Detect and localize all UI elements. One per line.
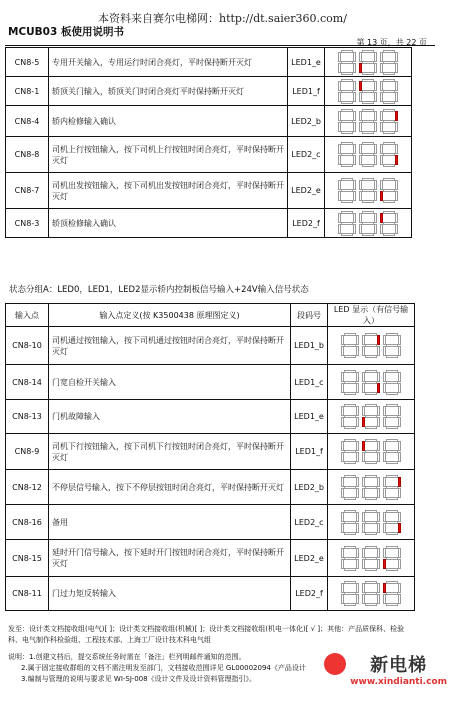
seven-seg-digit [338,79,356,104]
segment-code: LED1_b [291,327,328,365]
table-row [6,209,412,238]
seven-seg-digit [380,142,398,167]
seven-seg-digit [383,439,401,464]
seven-seg-digit [341,333,359,358]
table-row [6,173,412,209]
seven-seg-digit [359,142,377,167]
footer-note-3: 3.编制与管理的说明与要求见 WI-SJ-008《设计文件及设计资料管理指引》。 [21,675,257,683]
led-display [325,137,412,173]
page-info: 第 13 页，共 22 页 [356,38,427,47]
table-row [6,365,415,400]
input-definition: 司机上行按钮输入，按下司机上行按钮时闭合亮灯，平时保持断开灭灯 [49,137,288,173]
header-point: 输入点 [6,304,49,327]
table-row [6,470,415,505]
seven-seg-digit [380,109,398,134]
table-row [6,434,415,470]
led-display [325,173,412,209]
table-row [6,137,412,173]
input-definition: 不停层信号输入，按下不停层按钮时闭合亮灯，平时保持断开灭灯 [49,470,291,505]
input-definition: 门机故障输入 [49,400,291,434]
footer-distribution: 发至：设计类文档接收组(电气)[ ]；设计类文档接收组(机械)[ ]；设计类文档接收组(机电一体化)[ √ ]；其他：产品质保科、检验 [8,625,405,633]
segment-code: LED2_f [291,577,328,611]
seven-seg-digit [341,475,359,500]
input-definition: 门过力矩反转输入 [49,577,291,611]
seven-seg-digit [341,510,359,535]
table-row [6,505,415,540]
segment-code: LED2_b [291,470,328,505]
input-point: CN8-5 [6,48,49,77]
led-display [328,577,415,611]
input-definition: 备用 [49,505,291,540]
input-definition: 轿顶关门输入，轿顶关门时闭合亮灯平时保持断开灭灯 [49,77,288,106]
seven-seg-digit [341,439,359,464]
input-point: CN8-4 [6,106,49,137]
input-definition: 司机下行按钮输入，按下司机下行按钮时闭合亮灯，平时保持断开灭灯 [49,434,291,470]
footer-note-2: 2.属于固定接收群组的文档不需注明发至部门，文档接收范围详见 GL00002094《产品设计 [21,664,306,672]
input-point: CN8-7 [6,173,49,209]
led-display [328,365,415,400]
table-row [6,327,415,365]
seven-seg-digit [362,510,380,535]
segment-code: LED2_c [288,137,325,173]
table-row [6,48,412,77]
seven-seg-digit [362,370,380,395]
header-led: LED 显示（有信号输入） [328,304,415,327]
segment-code: LED2_e [288,173,325,209]
segment-code: LED1_c [291,365,328,400]
table-row [6,540,415,577]
led-display [328,540,415,577]
seven-seg-digit [341,370,359,395]
segment-code: LED2_b [288,106,325,137]
segment-code: LED2_f [288,209,325,238]
led-display [328,434,415,470]
seven-seg-digit [362,404,380,429]
watermark [350,651,447,687]
seven-seg-digit [383,370,401,395]
seven-seg-digit [383,475,401,500]
segment-code: LED1_e [291,400,328,434]
seven-seg-digit [338,211,356,236]
seven-seg-digit [362,546,380,571]
seven-seg-digit [359,50,377,75]
footer-note-1: 说明：1.创建文档后，提交系统任务时需在「备注」栏列明邮件通知的范围。 [8,653,246,661]
led-display [325,209,412,238]
table-row [6,400,415,434]
table-row [6,106,412,137]
seven-seg-digit [380,79,398,104]
table-row [6,577,415,611]
header-rule [5,45,435,46]
seven-seg-digit [380,211,398,236]
document-title: MCUB03 板使用说明书 [8,26,124,38]
seven-seg-digit [338,142,356,167]
footer-distribution-2: 科、电气制作科检验组、工程技术部、上海工厂设计技术科电气组 [8,636,211,644]
seven-seg-digit [362,439,380,464]
input-definition: 专用开关输入，专用运行时闭合亮灯，平时保持断开灭灯 [49,48,288,77]
input-point: CN8-1 [6,77,49,106]
seven-seg-digit [359,109,377,134]
input-point: CN8-3 [6,209,49,238]
input-point: CN8-9 [6,434,49,470]
input-table-2 [5,303,415,611]
input-definition: 司机出发按钮输入，按下司机出发按钮时闭合亮灯，平时保持断开灭灯 [49,173,288,209]
seven-seg-digit [383,333,401,358]
led-display [328,400,415,434]
seven-seg-digit [341,404,359,429]
led-display [325,106,412,137]
led-display [328,327,415,365]
seven-seg-digit [383,404,401,429]
seven-seg-digit [359,178,377,203]
header-segment: 段码号 [291,304,328,327]
source-note: 本资料来自赛尔电梯网：http://dt.saier360.com/ [98,12,347,25]
seven-seg-digit [338,178,356,203]
watermark-title: 新电梯 [370,655,428,676]
led-display [328,505,415,540]
input-definition: 司机通过按钮输入，按下司机通过按钮时闭合亮灯，平时保持断开灭灯 [49,327,291,365]
seven-seg-digit [362,333,380,358]
input-definition: 门宽自检开关输入 [49,365,291,400]
segment-code: LED1_e [288,48,325,77]
input-point: CN8-10 [6,327,49,365]
input-point: CN8-14 [6,365,49,400]
input-point: CN8-15 [6,540,49,577]
segment-code: LED1_f [288,77,325,106]
input-table-1 [5,47,412,238]
input-point: CN8-12 [6,470,49,505]
seven-seg-digit [359,211,377,236]
led-display [328,470,415,505]
segment-code: LED2_e [291,540,328,577]
segment-code: LED2_c [291,505,328,540]
table-row [6,77,412,106]
input-definition: 轿顶检修输入确认 [49,209,288,238]
table-header-row [6,304,415,327]
seven-seg-digit [338,109,356,134]
seven-seg-digit [383,546,401,571]
input-point: CN8-13 [6,400,49,434]
seven-seg-digit [380,178,398,203]
input-point: CN8-8 [6,137,49,173]
input-definition: 轿内检修输入确认 [49,106,288,137]
seven-seg-digit [359,79,377,104]
seven-seg-digit [341,546,359,571]
seven-seg-digit [338,50,356,75]
logo-icon [324,653,346,675]
seven-seg-digit [380,50,398,75]
input-definition: 延时开门信号输入，按下延时开门按钮时闭合亮灯，平时保持断开灭灯 [49,540,291,577]
header-definition: 输入点定义(按 K3500438 原理图定义) [49,304,291,327]
seven-seg-digit [362,475,380,500]
seven-seg-digit [341,581,359,606]
seven-seg-digit [383,510,401,535]
seven-seg-digit [383,581,401,606]
seven-seg-digit [362,581,380,606]
led-display [325,48,412,77]
watermark-url: www.xindianti.com [350,677,447,687]
segment-code: LED1_f [291,434,328,470]
section-heading: 状态分组A：LED0，LED1，LED2显示轿内控制板信号输入+24V输入信号状态 [9,285,309,295]
led-display [325,77,412,106]
input-point: CN8-16 [6,505,49,540]
input-point: CN8-11 [6,577,49,611]
